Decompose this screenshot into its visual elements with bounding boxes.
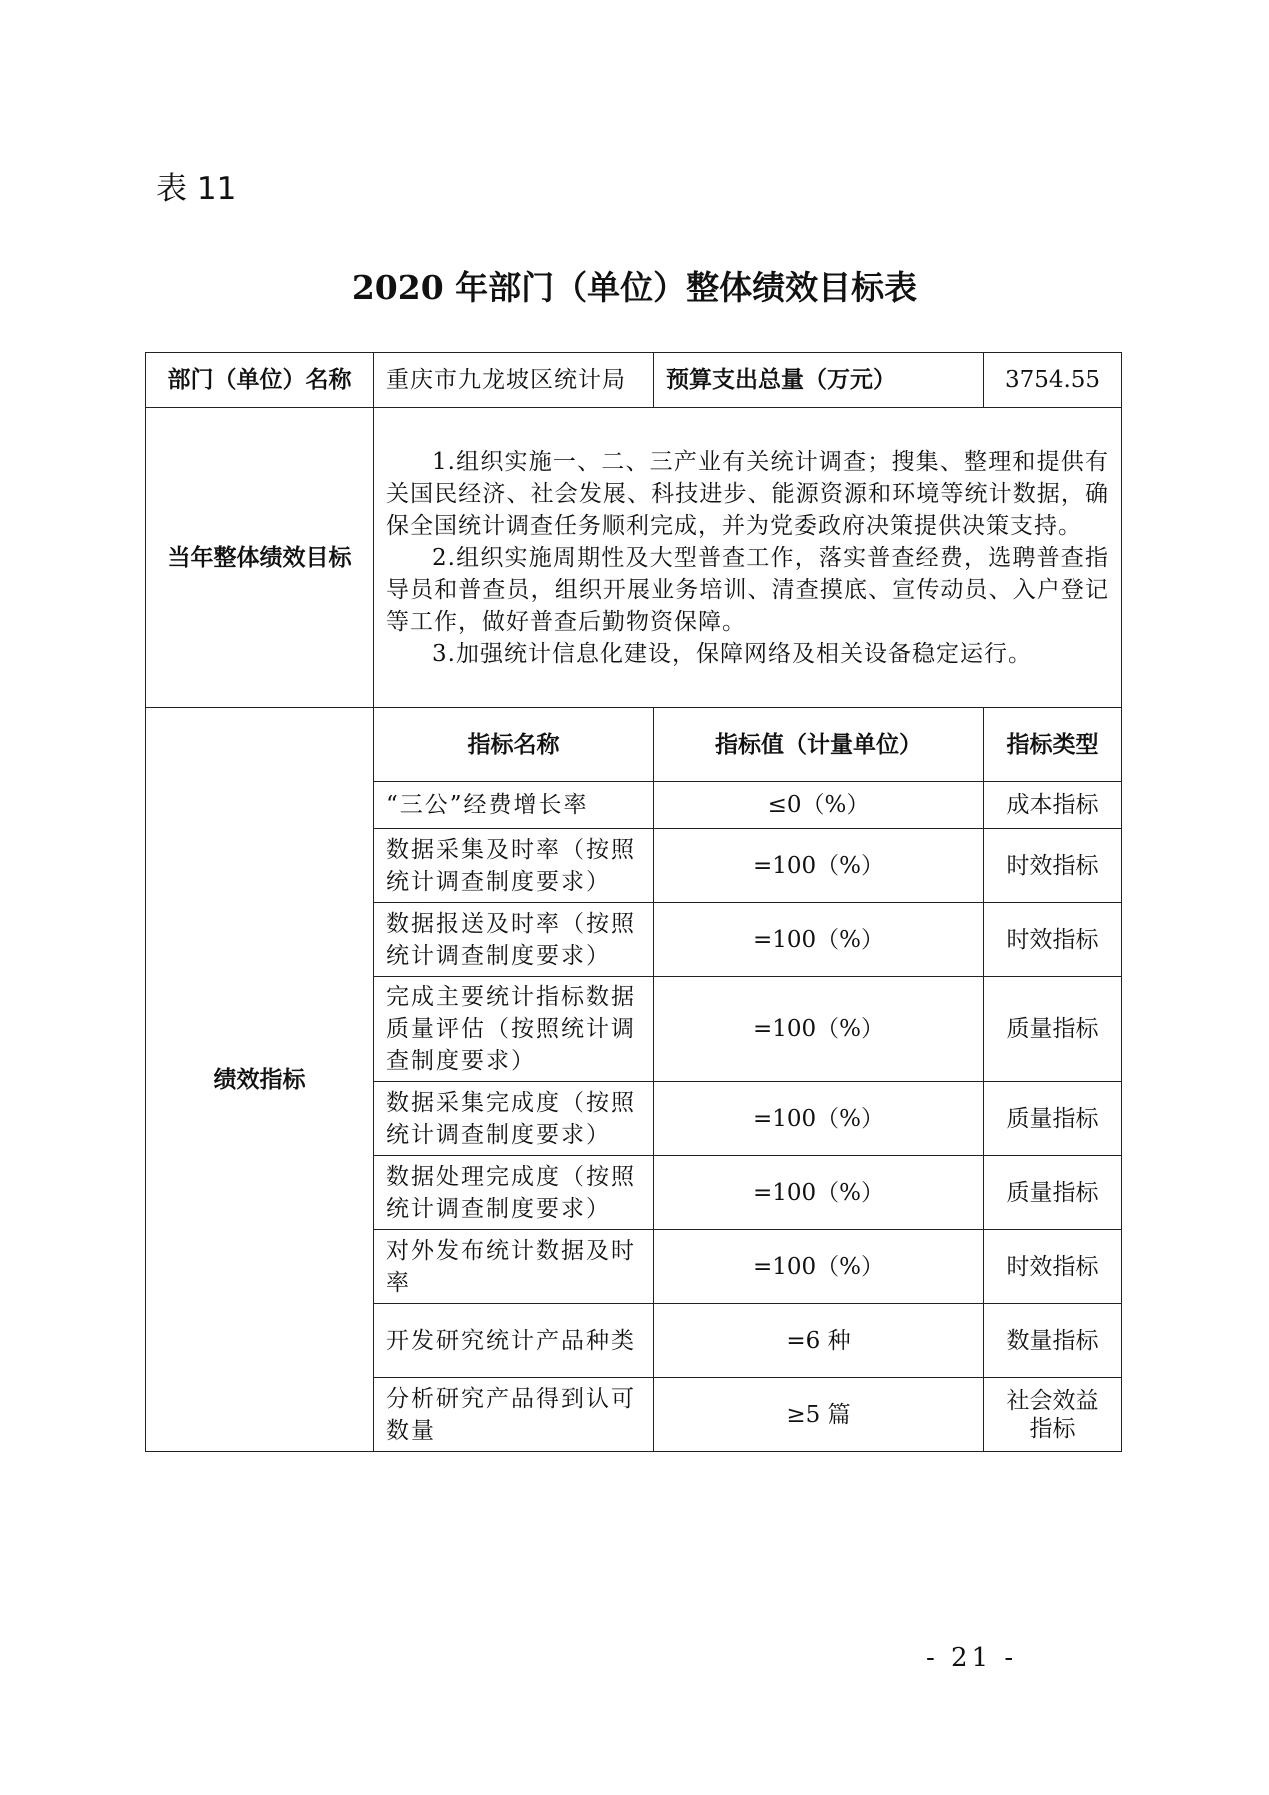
page-number: - 21 - <box>926 1643 1018 1673</box>
budget-label: 预算支出总量（万元） <box>654 353 984 408</box>
indicator-type: 成本指标 <box>984 782 1122 829</box>
indicator-type: 质量指标 <box>984 977 1122 1082</box>
indicator-value: =100（%） <box>654 829 984 903</box>
goal-paragraph-3: 3.加强统计信息化建设，保障网络及相关设备稳定运行。 <box>432 640 1032 667</box>
indicator-name: 分析研究产品得到认可数量 <box>374 1378 654 1452</box>
indicator-value: ≤0（%） <box>654 782 984 829</box>
indicator-value: =6 种 <box>654 1304 984 1378</box>
indicator-value: =100（%） <box>654 977 984 1082</box>
table-label: 表 11 <box>156 171 237 207</box>
indicator-type: 时效指标 <box>984 903 1122 977</box>
indicator-type: 质量指标 <box>984 1082 1122 1156</box>
goals-row <box>146 408 1122 708</box>
indicator-name: 开发研究统计产品种类 <box>374 1304 654 1378</box>
indicator-type: 数量指标 <box>984 1304 1122 1378</box>
indicator-type: 质量指标 <box>984 1156 1122 1230</box>
header-indicator-type: 指标类型 <box>984 708 1122 782</box>
indicator-header-row <box>146 708 1122 782</box>
indicator-value: =100（%） <box>654 903 984 977</box>
indicator-value: ≥5 篇 <box>654 1378 984 1452</box>
indicator-name: “三公”经费增长率 <box>374 782 654 829</box>
budget-value: 3754.55 <box>984 353 1122 408</box>
goal-paragraph-2: 2.组织实施周期性及大型普查工作，落实普查经费，选聘普查指导员和普查员，组织开展业务培训、清查摸底、宣传动员、入户登记等工作，做好普查后勤物资保障。 <box>386 544 1109 635</box>
goal-paragraph-1: 1.组织实施一、二、三产业有关统计调查；搜集、整理和提供有关国民经济、社会发展、科技进步、能源资源和环境等统计数据，确保全国统计调查任务顺利完成，并为党委政府决策提供决策支持。 <box>386 448 1109 539</box>
indicator-name: 数据采集及时率（按照统计调查制度要求） <box>374 829 654 903</box>
indicator-name: 数据采集完成度（按照统计调查制度要求） <box>374 1082 654 1156</box>
document-title: 2020 年部门（单位）整体绩效目标表 <box>351 268 918 307</box>
indicator-type: 时效指标 <box>984 829 1122 903</box>
goals-label: 当年整体绩效目标 <box>146 408 374 708</box>
indicator-value: =100（%） <box>654 1156 984 1230</box>
indicator-name: 数据处理完成度（按照统计调查制度要求） <box>374 1156 654 1230</box>
indicators-label: 绩效指标 <box>146 708 374 1452</box>
indicator-value: =100（%） <box>654 1230 984 1304</box>
header-indicator-name: 指标名称 <box>374 708 654 782</box>
header-indicator-value: 指标值（计量单位） <box>654 708 984 782</box>
dept-name-value: 重庆市九龙坡区统计局 <box>374 353 654 408</box>
summary-row <box>146 353 1122 408</box>
indicator-type: 社会效益指标 <box>984 1378 1122 1452</box>
indicator-name: 对外发布统计数据及时率 <box>374 1230 654 1304</box>
indicator-value: =100（%） <box>654 1082 984 1156</box>
performance-goals-table <box>145 352 1122 1452</box>
dept-name-label: 部门（单位）名称 <box>146 353 374 408</box>
indicator-name: 完成主要统计指标数据质量评估（按照统计调查制度要求） <box>374 977 654 1082</box>
indicator-type: 时效指标 <box>984 1230 1122 1304</box>
goals-content <box>374 408 1122 708</box>
indicator-name: 数据报送及时率（按照统计调查制度要求） <box>374 903 654 977</box>
